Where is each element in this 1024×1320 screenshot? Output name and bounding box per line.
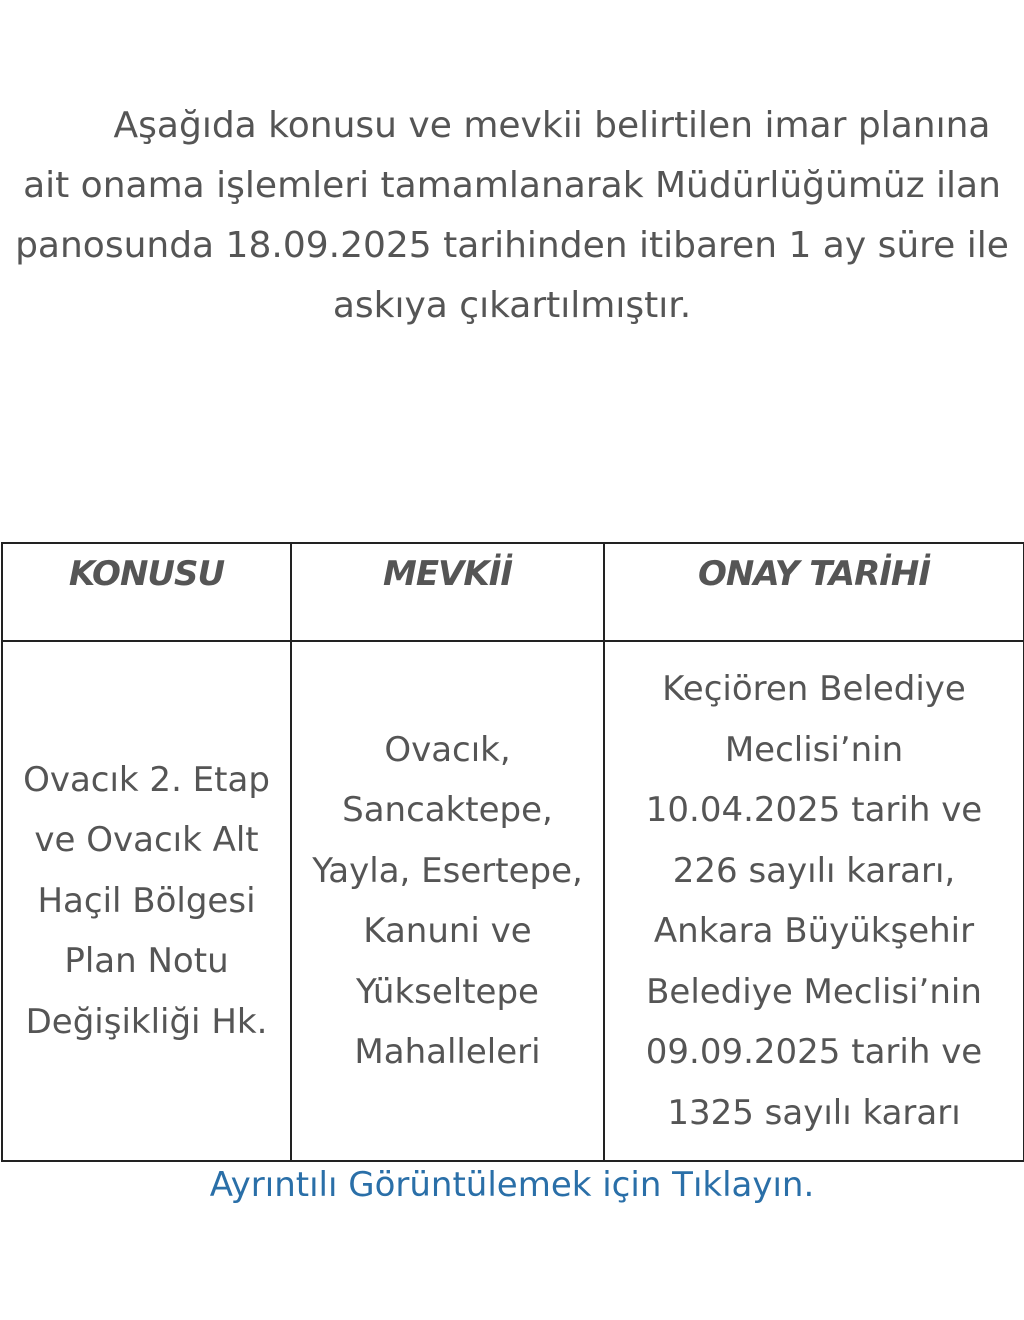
cell-text: Belediye Meclisi’nin	[646, 971, 982, 1012]
announcement-line: panosunda 18.09.2025 tarihinden itibaren 1 ay süre ile	[15, 225, 1009, 266]
detail-view-link[interactable]: Ayrıntılı Görüntülemek için Tıklayın.	[209, 1165, 815, 1205]
cell-text: Haçil Bölgesi	[37, 880, 256, 921]
cell-text: 1325 sayılı kararı	[667, 1092, 961, 1133]
cell-konusu	[2, 641, 291, 1161]
header-onay-tarihi: ONAY TARİHİ	[604, 543, 1024, 641]
table-row	[2, 641, 1024, 1161]
cell-text: 10.04.2025 tarih ve	[645, 790, 983, 830]
cell-text: Sancaktepe,	[342, 790, 553, 830]
cell-text: Mahalleleri	[354, 1032, 541, 1072]
header-konusu: KONUSU	[2, 543, 291, 641]
announcement-line: Aşağıda konusu ve mevkii belirtilen imar planına	[113, 105, 991, 146]
plan-table	[1, 542, 1024, 1162]
cell-text: Ovacık,	[384, 729, 511, 770]
cell-text: Yayla, Esertepe,	[312, 850, 583, 891]
cell-text: 09.09.2025 tarih ve	[645, 1032, 983, 1072]
announcement-line: askıya çıkartılmıştır.	[332, 285, 692, 326]
cell-text: Ovacık 2. Etap	[23, 759, 270, 800]
header-mevkii: MEVKİİ	[291, 543, 604, 641]
cell-text: Plan Notu	[64, 941, 229, 982]
cell-text: Ankara Büyükşehir	[653, 911, 975, 951]
announcement-paragraph	[0, 96, 1024, 336]
cell-mevkii	[291, 641, 604, 1161]
cell-text: Yükseltepe	[356, 971, 539, 1012]
cell-onay-tarihi	[604, 641, 1024, 1161]
table-header-row	[2, 543, 1024, 641]
cell-text: Keçiören Belediye	[662, 669, 966, 709]
cell-text: Değişikliği Hk.	[25, 1001, 268, 1042]
announcement-line: ait onama işlemleri tamamlanarak Müdürlüğümüz ilan	[23, 165, 1001, 206]
cell-text: ve Ovacık Alt	[34, 820, 259, 861]
cell-text: Meclisi’nin	[724, 729, 904, 770]
cell-text: Kanuni ve	[363, 911, 532, 951]
cell-text: 226 sayılı kararı,	[672, 850, 956, 891]
